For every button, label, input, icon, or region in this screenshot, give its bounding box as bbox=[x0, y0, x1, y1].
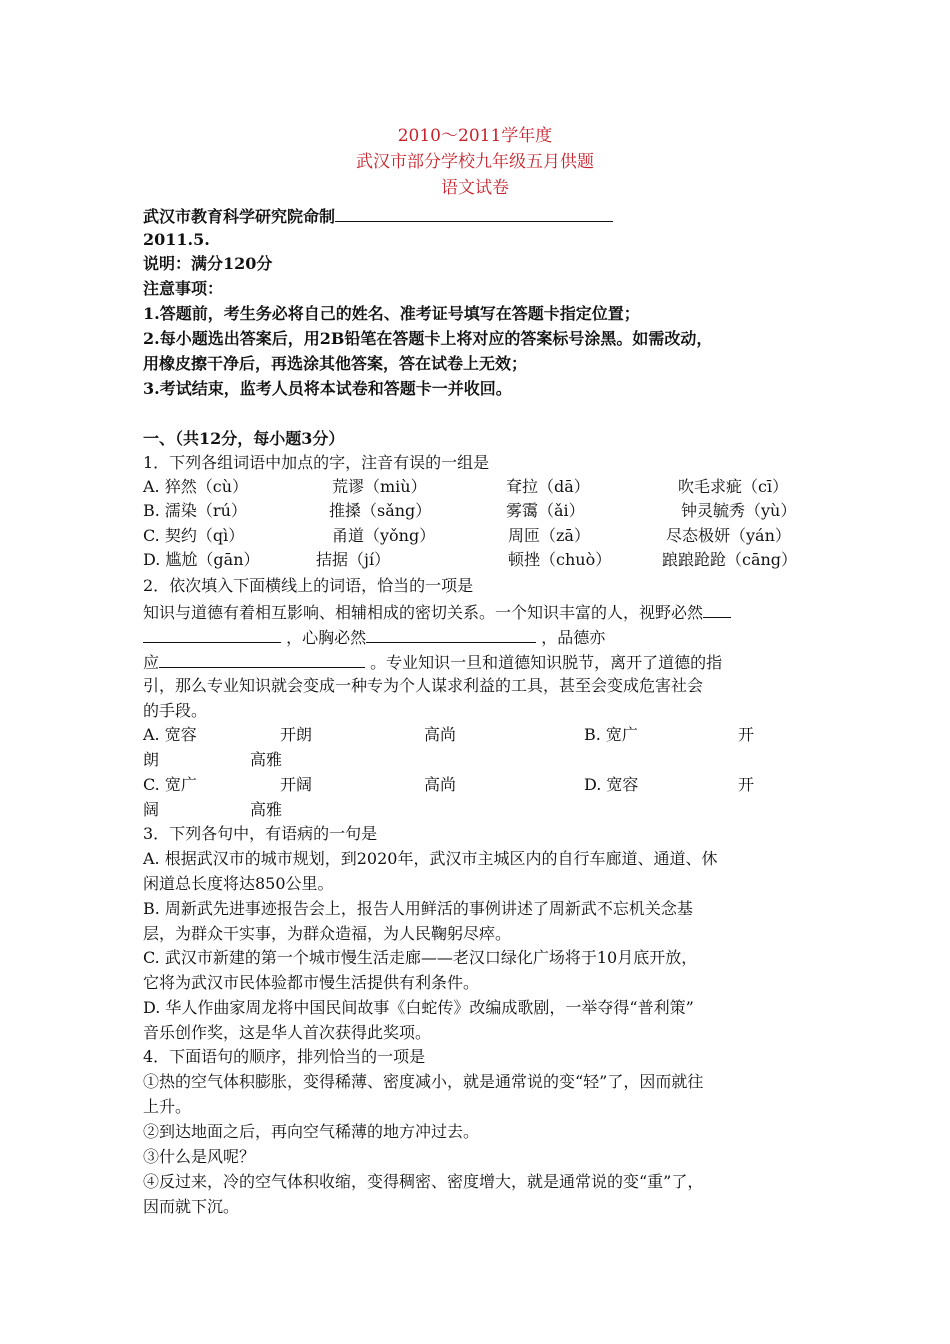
notice-1: 1.答题前，考生务必将自己的姓名、准考证号填写在答题卡指定位置； bbox=[143, 304, 640, 323]
q2-c-3: 高尚 bbox=[424, 775, 457, 794]
q2-blank-1a bbox=[703, 599, 731, 618]
q3-stem: 3．下列各句中，有语病的一句是 bbox=[143, 824, 378, 843]
q1-b-2: 推搡（sǎng） bbox=[329, 501, 432, 520]
header-year: 2010～2011学年度 bbox=[397, 126, 553, 146]
q2-p2b: ，品德亦 bbox=[541, 628, 606, 647]
q3-c2: 它将为武汉市民体验都市慢生活提供有利条件。 bbox=[143, 973, 480, 992]
issuer-underline bbox=[335, 203, 613, 222]
q4-s3: ③什么是风呢？ bbox=[143, 1147, 256, 1166]
q1-b-3: 雾霭（ǎi） bbox=[506, 501, 585, 520]
q4-stem: 4．下面语句的顺序，排列恰当的一项是 bbox=[143, 1047, 426, 1066]
q1-d-1: D. 尴尬（gān） bbox=[143, 550, 260, 569]
q2-p1 bbox=[143, 599, 731, 625]
q2-p5: 的手段。 bbox=[143, 701, 208, 720]
q2-p4: 引，那么专业知识就会变成一种专为个人谋求利益的工具，甚至会变成危害社会 bbox=[143, 676, 704, 695]
q2-a-1: A. 宽容 bbox=[143, 725, 197, 744]
q1-stem: 1．下列各组词语中加点的字，注音有误的一组是 bbox=[143, 453, 490, 472]
q4-s4a: ④反过来，冷的空气体积收缩，变得稠密、密度增大，就是通常说的变“重”了， bbox=[143, 1172, 704, 1191]
q4-s1b: 上升。 bbox=[143, 1097, 192, 1116]
notice-title: 注意事项： bbox=[143, 279, 224, 298]
header-subject: 语文试卷 bbox=[441, 178, 509, 198]
exam-date: 2011.5. bbox=[143, 230, 210, 249]
q4-s4b: 因而就下沉。 bbox=[143, 1197, 240, 1216]
q1-b-4: 钟灵毓秀（yù） bbox=[681, 501, 797, 520]
q2-a-3: 高尚 bbox=[424, 725, 457, 744]
q2-d-3: 阔 bbox=[143, 800, 160, 819]
q1-a-4: 吹毛求疵（cī） bbox=[678, 477, 789, 496]
q2-p3 bbox=[143, 649, 722, 675]
issuer-line bbox=[143, 203, 613, 229]
q3-c1: C. 武汉市新建的第一个城市慢生活走廊——老汉口绿化广场将于10月底开放， bbox=[143, 948, 698, 967]
q2-p1-text: 知识与道德有着相互影响、相辅相成的密切关系。一个知识丰富的人，视野必然 bbox=[143, 603, 704, 622]
q4-s1a: ①热的空气体积膨胀，变得稀薄、密度减小，就是通常说的变“轻”了，因而就往 bbox=[143, 1072, 704, 1091]
q2-blank-1b bbox=[143, 624, 281, 643]
q1-a-3: 耷拉（dā） bbox=[506, 477, 590, 496]
q1-c-2: 甬道（yǒng） bbox=[332, 526, 436, 545]
score-note: 说明：满分120分 bbox=[143, 254, 273, 273]
q1-b-1: B. 濡染（rú） bbox=[143, 501, 247, 520]
q1-c-4: 尽态极妍（yán） bbox=[666, 526, 791, 545]
q2-c-2: 开阔 bbox=[280, 775, 313, 794]
q3-a1: A. 根据武汉市的城市规划，到2020年，武汉市主城区内的自行车廊道、通道、休 bbox=[143, 849, 718, 868]
q1-d-3: 顿挫（chuò） bbox=[508, 550, 612, 569]
notice-3: 3.考试结束，监考人员将本试卷和答题卡一并收回。 bbox=[143, 379, 512, 398]
q2-d-4: 高雅 bbox=[250, 800, 283, 819]
q2-d-2: 开 bbox=[738, 775, 755, 794]
q3-b2: 层，为群众干实事，为群众造福，为人民鞠躬尽瘁。 bbox=[143, 924, 512, 943]
q3-a2: 闲道总长度将达850公里。 bbox=[143, 874, 334, 893]
q1-a-1: A. 猝然（cù） bbox=[143, 477, 248, 496]
q1-c-1: C. 契约（qì） bbox=[143, 526, 245, 545]
q2-blank-3 bbox=[159, 649, 365, 668]
q2-stem: 2．依次填入下面横线上的词语，恰当的一项是 bbox=[143, 576, 474, 595]
q2-c-1: C. 宽广 bbox=[143, 775, 197, 794]
q2-b-3: 朗 bbox=[143, 750, 160, 769]
q1-a-2: 荒谬（miù） bbox=[332, 477, 427, 496]
q1-d-4: 踉踉跄跄（cāng） bbox=[662, 550, 798, 569]
q3-d1: D. 华人作曲家周龙将中国民间故事《白蛇传》改编成歌剧，一举夺得“普利策” bbox=[143, 998, 694, 1017]
q2-blank-2 bbox=[366, 624, 536, 643]
q2-b-1: B. 宽广 bbox=[584, 725, 638, 744]
issuer: 武汉市教育科学研究院命制 bbox=[143, 207, 336, 226]
q2-p2 bbox=[143, 624, 605, 650]
q3-d2: 音乐创作奖，这是华人首次获得此奖项。 bbox=[143, 1023, 432, 1042]
q2-p3a: 应 bbox=[143, 653, 160, 672]
section-1-title: 一、（共12分，每小题3分） bbox=[143, 429, 345, 448]
notice-2b: 用橡皮擦干净后，再选涂其他答案，答在试卷上无效； bbox=[143, 354, 528, 373]
q3-b1: B. 周新武先进事迹报告会上，报告人用鲜活的事例讲述了周新武不忘机关念基 bbox=[143, 899, 693, 918]
q4-s2: ②到达地面之后，再向空气稀薄的地方冲过去。 bbox=[143, 1122, 480, 1141]
q1-d-2: 拮据（jí） bbox=[316, 550, 391, 569]
q2-d-1: D. 宽容 bbox=[584, 775, 639, 794]
notice-2a: 2.每小题选出答案后，用2B铅笔在答题卡上将对应的答案标号涂黑。如需改动， bbox=[143, 329, 713, 348]
q2-p3b: 。专业知识一旦和道德知识脱节，离开了道德的指 bbox=[370, 653, 723, 672]
q2-p2a: ，心胸必然 bbox=[286, 628, 367, 647]
header-exam-name: 武汉市部分学校九年级五月供题 bbox=[356, 152, 594, 172]
q1-c-3: 周匝（zā） bbox=[508, 526, 590, 545]
q2-b-4: 高雅 bbox=[250, 750, 283, 769]
q2-a-2: 开朗 bbox=[280, 725, 313, 744]
q2-b-2: 开 bbox=[738, 725, 755, 744]
